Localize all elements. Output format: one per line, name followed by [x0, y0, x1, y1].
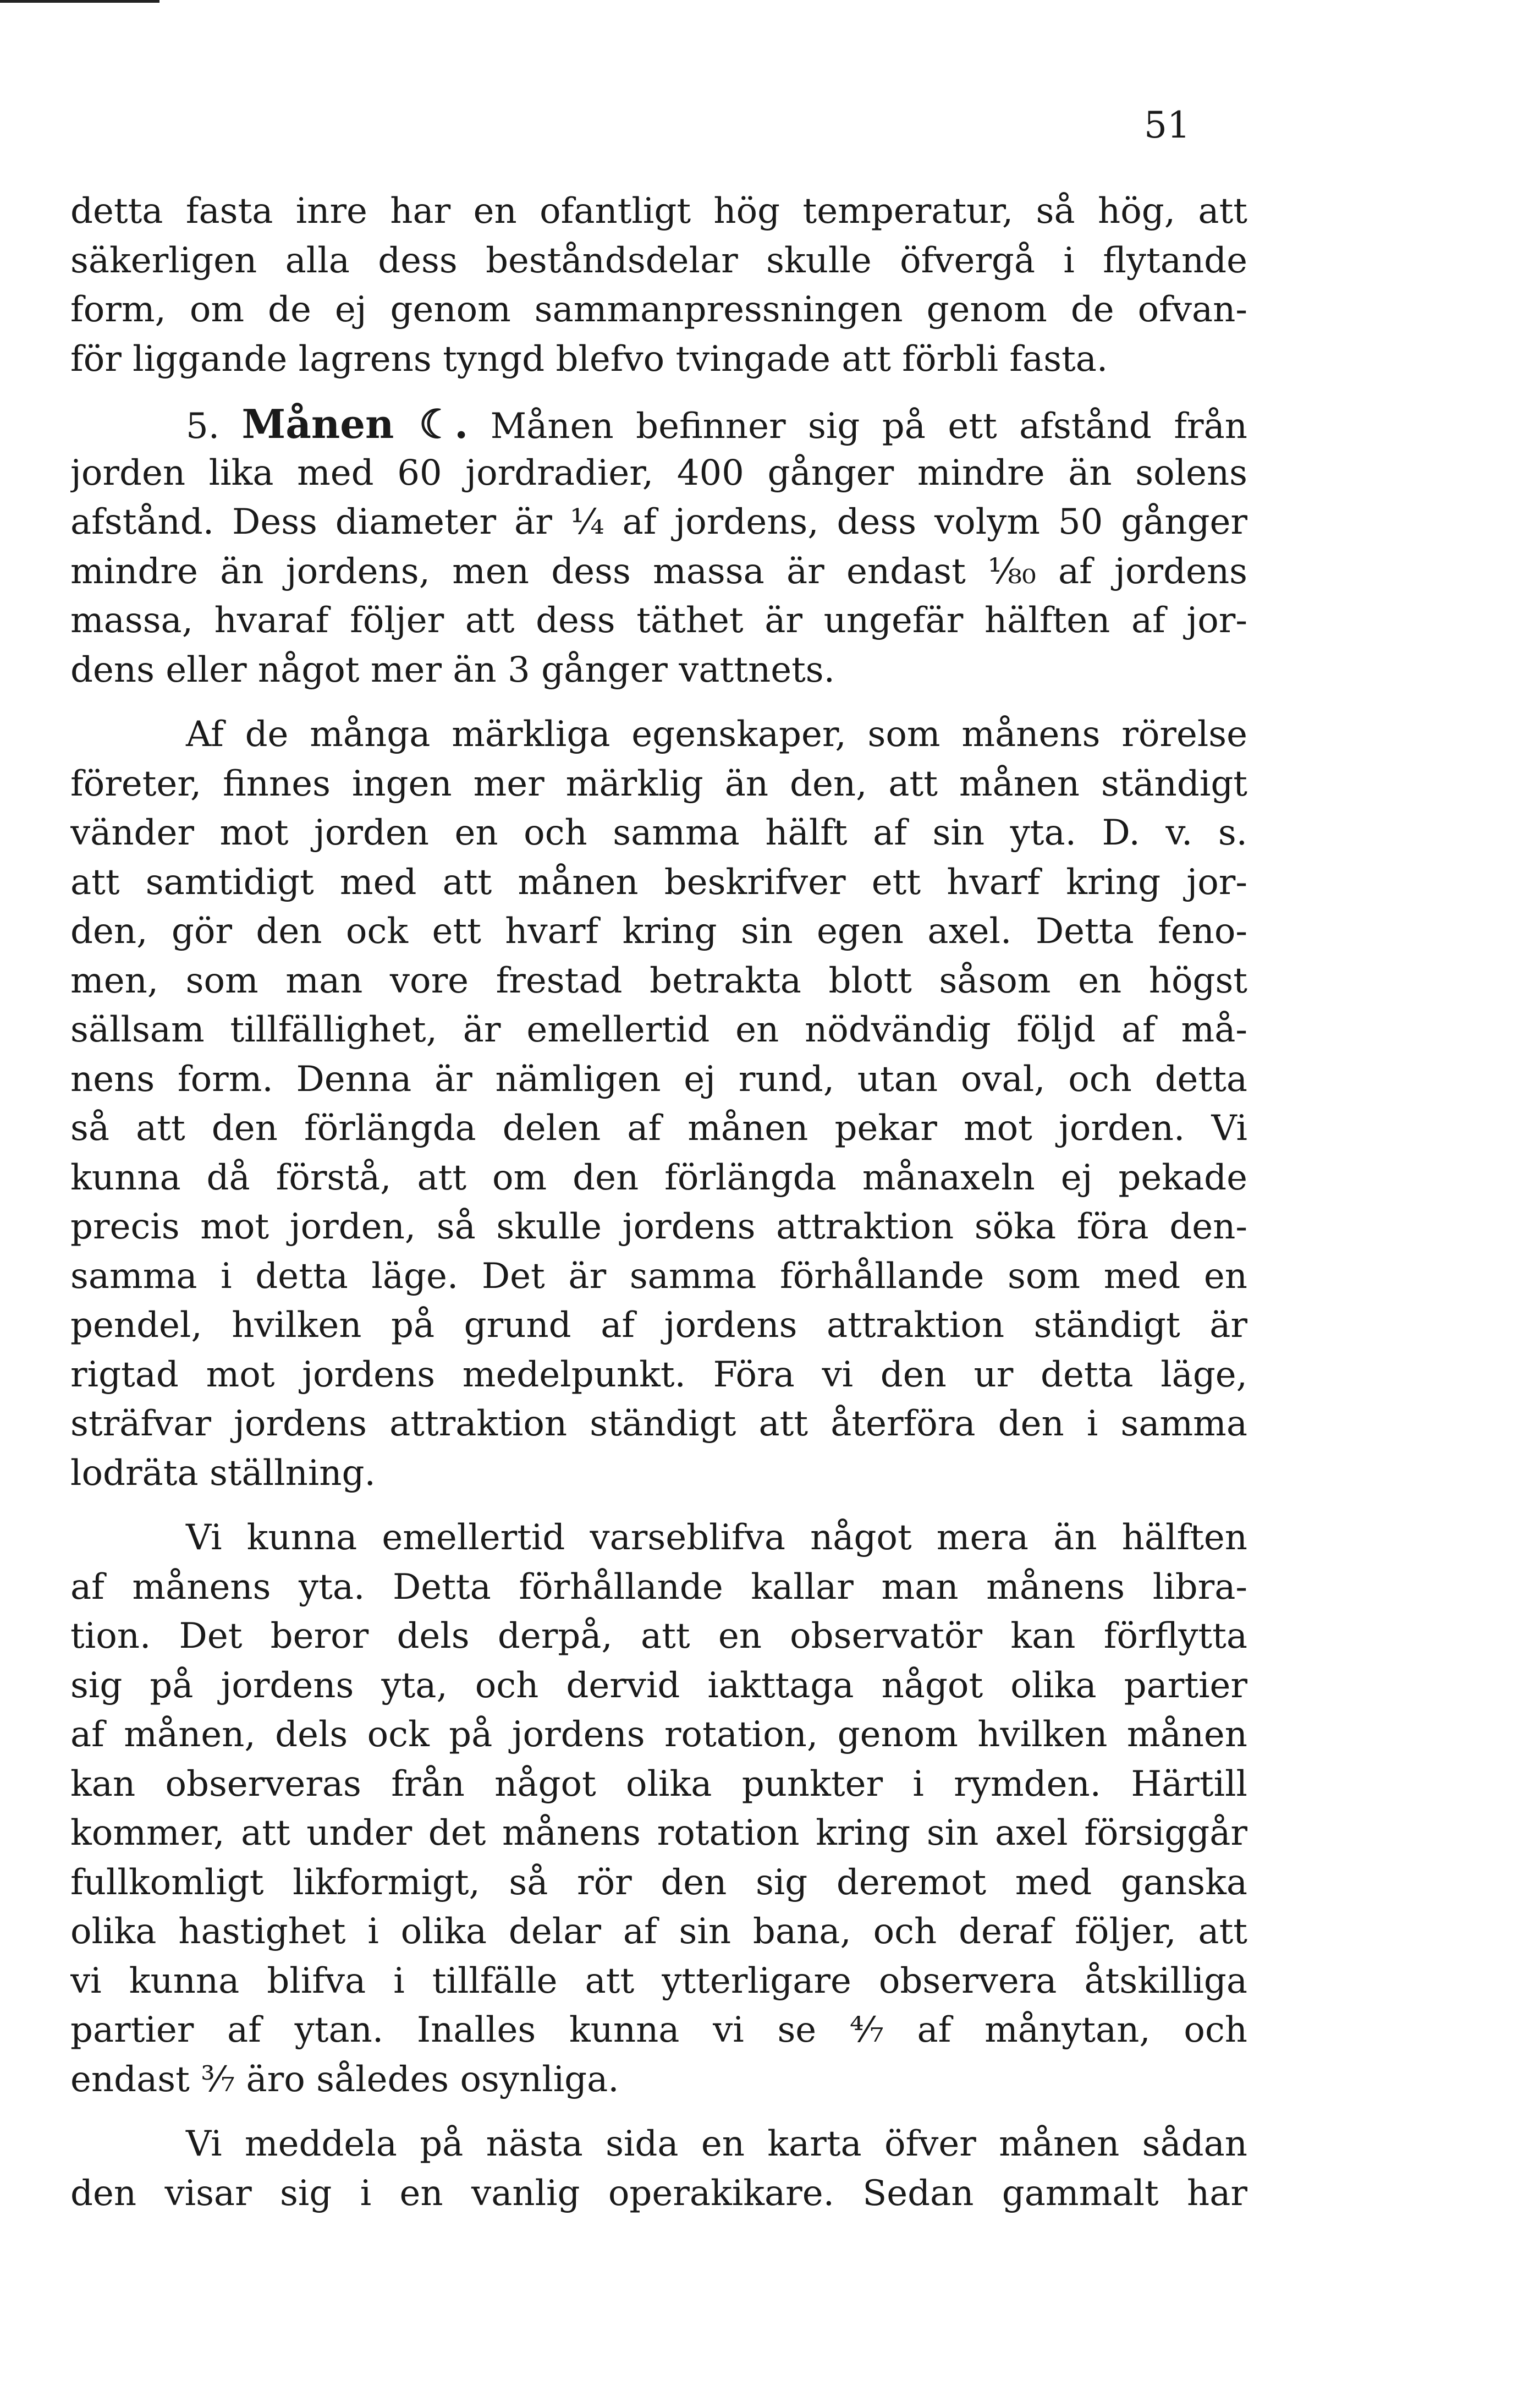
text-line: kunna då förstå, att om den förlängda månaxeln ej pekade [70, 1157, 1247, 1198]
paragraph-gap [70, 695, 1247, 710]
section-text: Månen befinner sig på ett afstånd från [490, 406, 1247, 447]
text-line: lodräta ställning. [70, 1452, 376, 1494]
text-line: olika hastighet i olika delar af sin bana, och deraf följer, att [70, 1911, 1247, 1952]
body-text [70, 187, 1247, 2218]
text-line: sträfvar jordens attraktion ständigt att återföra den i samma [70, 1403, 1247, 1444]
text-line: den visar sig i en vanlig operakikare. Sedan gammalt har [70, 2173, 1247, 2214]
text-line: säkerligen alla dess beståndsdelar skulle öfvergå i flytande [70, 240, 1247, 281]
text-line: dens eller något mer än 3 gånger vattnets. [70, 649, 835, 690]
text-line: detta fasta inre har en ofantligt hög temperatur, så hög, att [70, 191, 1247, 232]
text-line: den, gör den ock ett hvarf kring sin egen axel. Detta feno- [70, 911, 1247, 952]
text-line: att samtidigt med att månen beskrifver ett hvarf kring jor- [70, 862, 1247, 903]
text-line: företer, finnes ingen mer märklig än den, att månen ständigt [70, 763, 1247, 804]
text-line: af månens yta. Detta förhållande kallar man månens libra- [70, 1566, 1247, 1608]
text-line: rigtad mot jordens medelpunkt. Föra vi den ur detta läge, [70, 1354, 1247, 1395]
text-line: för liggande lagrens tyngd blefvo tvingade att förbli fasta. [70, 338, 1108, 380]
text-line: af månen, dels ock på jordens rotation, genom hvilken månen [70, 1714, 1247, 1755]
text-line: afstånd. Dess diameter är ¼ af jordens, dess volym 50 gånger [70, 502, 1247, 542]
section-heading: Månen ☾. [241, 401, 469, 447]
text-line: samma i detta läge. Det är samma förhållande som med en [70, 1255, 1247, 1297]
text-line: fullkomligt likformigt, så rör den sig deremot med ganska [70, 1862, 1247, 1903]
text-line: endast ³⁄₇ äro således osynliga. [70, 2059, 619, 2100]
text-line: massa, hvaraf följer att dess täthet är ungefär hälften af jor- [70, 600, 1247, 641]
text-line: Vi kunna emellertid varseblifva något mera än hälften [186, 1517, 1247, 1558]
text-line: nens form. Denna är nämligen ej rund, utan oval, och detta [70, 1059, 1247, 1100]
top-edge-rule [0, 0, 160, 3]
text-line: form, om de ej genom sammanpressningen genom de ofvan- [70, 289, 1247, 330]
text-line: vi kunna blifva i tillfälle att ytterligare observera åtskilliga [70, 1960, 1247, 2001]
text-line: sällsam tillfällighet, är emellertid en nödvändig följd af må- [70, 1010, 1247, 1050]
text-line: jorden lika med 60 jordradier, 400 gånger mindre än solens [70, 452, 1247, 493]
text-line: Af de många märkliga egenskaper, som månens rörelse [186, 714, 1247, 755]
text-line: pendel, hvilken på grund af jordens attraktion ständigt är [70, 1305, 1247, 1346]
text-line: så att den förlängda delen af månen pekar mot jorden. Vi [70, 1108, 1247, 1149]
text-line: kan observeras från något olika punkter i rymden. Härtill [70, 1763, 1247, 1805]
text-line: precis mot jorden, så skulle jordens attraktion söka föra den- [70, 1207, 1247, 1247]
text-line: mindre än jordens, men dess massa är endast ¹⁄₈₀ af jordens [70, 551, 1247, 592]
text-line: tion. Det beror dels derpå, att en observatör kan förflytta [70, 1616, 1247, 1657]
text-line: vänder mot jorden en och samma hälft af sin yta. D. v. s. [70, 813, 1247, 853]
text-line: partier af ytan. Inalles kunna vi se ⁴⁄₇ af månytan, och [70, 2010, 1247, 2050]
text-line: kommer, att under det månens rotation kring sin axel försiggår [70, 1813, 1247, 1853]
paragraph-gap [70, 384, 1247, 399]
text-line: Vi meddela på nästa sida en karta öfver månen sådan [186, 2124, 1247, 2164]
paragraph-gap [70, 2104, 1247, 2120]
paragraph-gap [70, 1498, 1247, 1513]
text-line: sig på jordens yta, och dervid iakttaga något olika partier [70, 1665, 1247, 1706]
text-line: men, som man vore frestad betrakta blott såsom en högst [70, 960, 1247, 1001]
text-line [70, 399, 1247, 449]
section-number: 5. [186, 406, 220, 447]
page-number: 51 [1144, 104, 1190, 146]
